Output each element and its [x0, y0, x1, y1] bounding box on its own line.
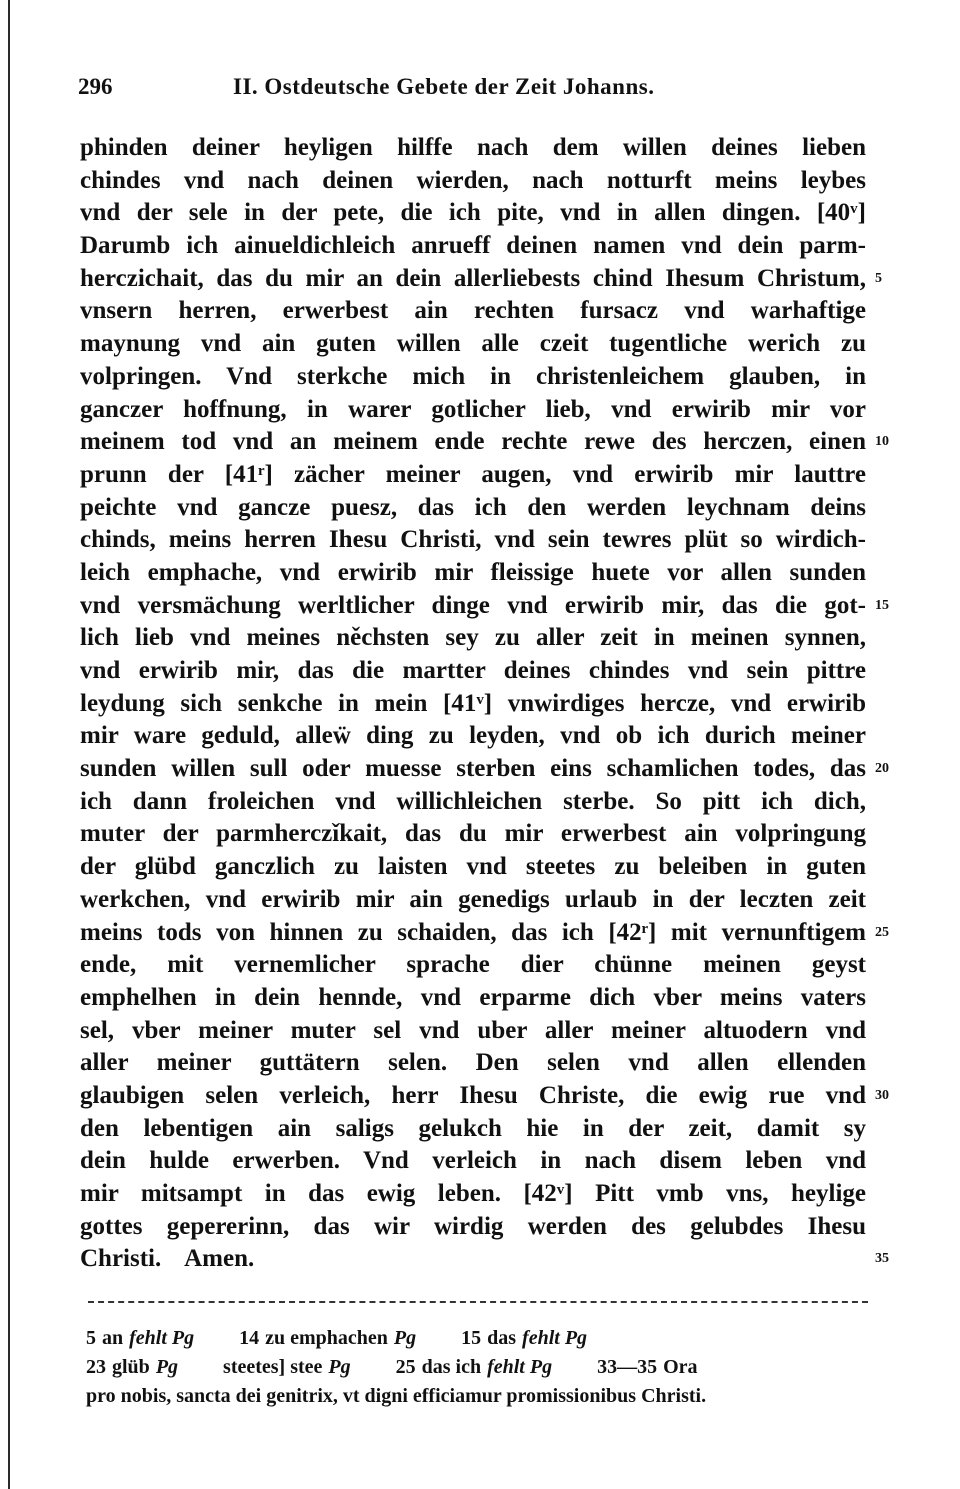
text-line: der glübd ganczlich zu laisten vnd steetes zu beleiben in guten	[80, 853, 866, 881]
text-line: sel, vber meiner muter sel vnd uber aller meiner altuodern vnd	[80, 1016, 866, 1044]
footnote-line	[86, 1324, 868, 1353]
footnote-lemma: steetes] stee	[223, 1356, 323, 1378]
footnote-lemma: zu emphachen	[265, 1327, 388, 1349]
text-line: Darumb ich ainueldichleich anrueff deinen namen vnd dein parm-	[80, 232, 866, 260]
footnote-line-ref: 33—35	[597, 1356, 658, 1378]
footnote-note: Pg	[155, 1356, 179, 1378]
line-text: meins tods von hinnen zu schaiden, das ich [42ʳ] mit vernunftigem	[80, 918, 866, 946]
text-line: maynung vnd ain guten willen alle czeit tugentliche werich zu	[80, 330, 866, 358]
text-line-25	[80, 917, 889, 950]
footnote-entry	[239, 1324, 416, 1353]
footnote-note: Pg	[393, 1327, 417, 1349]
text-line: leydung sich senkche in mein [41ᵛ] vnwirdiges hercze, vnd erwirib	[80, 689, 866, 717]
text-line-15	[80, 590, 889, 623]
text-line: chindes vnd nach deinen wierden, nach notturft meins leybes	[80, 166, 866, 194]
footnote-line	[86, 1353, 868, 1382]
line-text: glaubigen selen verleich, herr Ihesu Christe, die ewig rue vnd	[80, 1081, 866, 1109]
text-line: leich emphache, vnd erwirib mir fleissige huete vor allen sunden	[80, 558, 866, 586]
text-line: ende, mit vernemlicher sprache dier chünne meinen geyst	[80, 951, 866, 979]
text-line: ganczer hoffnung, in warer gotlicher lieb, vnd erwirib mir vor	[80, 395, 866, 423]
footnote-lemma: an	[102, 1327, 124, 1349]
line-number: 20	[875, 761, 889, 777]
footnote-note: fehlt Pg	[129, 1327, 195, 1349]
line-number: 35	[875, 1251, 889, 1267]
text-line: prunn der [41ʳ] zächer meiner augen, vnd erwirib mir lauttre	[80, 460, 866, 488]
text-line: den lebentigen ain saligs gelukch hie in der zeit, damit sy	[80, 1114, 866, 1142]
line-text: meinem tod vnd an meinem ende rechte rewe des herczen, einen	[80, 428, 866, 456]
text-line: vnd erwirib mir, das die martter deines chindes vnd sein pittre	[80, 657, 866, 684]
footnote-lemma: das	[487, 1327, 517, 1349]
line-number: 15	[875, 597, 889, 613]
footnote-note: fehlt Pg	[522, 1327, 588, 1349]
text-line-30	[80, 1080, 889, 1113]
text-line-5	[80, 263, 882, 296]
text-line: vnsern herren, erwerbest ain rechten fursacz vnd warhaftige	[80, 297, 866, 325]
footnote-entry	[86, 1324, 194, 1353]
footnote-line-ref: 5	[86, 1327, 96, 1349]
text-line: peichte vnd gancze puesz, das ich den werden leychnam deins	[80, 493, 866, 521]
page-header	[78, 74, 878, 110]
footnote-line-ref: 14	[239, 1327, 260, 1349]
page-number: 296	[78, 74, 113, 99]
text-line: chinds, meins herren Ihesu Christi, vnd sein tewres plüt so wirdich-	[80, 526, 866, 554]
footnote-entry	[597, 1353, 697, 1382]
footnote-lemma: Ora	[663, 1356, 698, 1378]
footnote-note: Pg	[328, 1356, 351, 1378]
footnote-line-ref: 15	[461, 1327, 482, 1349]
line-text: sunden willen sull oder muesse sterben eins schamlichen todes, das	[80, 755, 866, 783]
line-number: 25	[875, 924, 889, 940]
text-line: emphelhen in dein hennde, vnd erparme dich vber meins vaters	[80, 983, 866, 1011]
text-line-35	[80, 1243, 889, 1276]
footnote-entry	[223, 1353, 351, 1382]
line-text: herczichait, das du mir an dein allerliebests chind Ihesum Christum,	[80, 264, 866, 292]
text-line: lich lieb vnd meines něchsten sey zu aller zeit in meinen synnen,	[80, 624, 866, 652]
footnote-entry	[461, 1324, 587, 1353]
footnote-separator	[88, 1301, 868, 1303]
footnote-note: fehlt Pg	[487, 1356, 553, 1378]
text-line: mir ware geduld, alleẅ ding zu leyden, vnd ob ich durich meiner	[80, 722, 866, 750]
footnote-entry	[86, 1353, 178, 1382]
footnote-line-ref: 25	[395, 1356, 416, 1378]
text-line: volpringen. Vnd sterkche mich in christenleichem glauben, in	[80, 362, 866, 390]
footnote-entry	[396, 1353, 552, 1382]
line-number: 10	[875, 434, 889, 450]
text-line: mir mitsampt in das ewig leben. [42ᵛ] Pitt vmb vns, heylige	[80, 1180, 866, 1207]
text-line: phinden deiner heyligen hilffe nach dem willen deines lieben	[80, 134, 866, 161]
critical-apparatus	[86, 1324, 868, 1411]
line-text: Christi. Amen.	[80, 1245, 255, 1273]
prayer-text	[80, 132, 889, 1276]
text-line-10	[80, 426, 889, 459]
page-edge-rule	[8, 0, 10, 1489]
text-line: muter der parmherczǐkait, das du mir erwerbest ain volpringung	[80, 820, 866, 848]
text-line: vnd der sele in der pete, die ich pite, vnd in allen dingen. [40ᵛ]	[80, 199, 866, 227]
line-number: 30	[875, 1087, 889, 1103]
footnote-continuation: pro nobis, sancta dei genitrix, vt digni efficiamur promissionibus Christi.	[86, 1385, 707, 1407]
line-text: vnd versmächung werltlicher dinge vnd erwirib mir, das die got-	[80, 591, 866, 619]
text-line: dein hulde erwerben. Vnd verleich in nach disem leben vnd	[80, 1147, 866, 1175]
footnote-lemma: glüb	[112, 1356, 150, 1378]
footnote-line-ref: 23	[86, 1356, 106, 1378]
text-line-20	[80, 753, 889, 786]
line-number: 5	[875, 270, 882, 286]
running-title: II. Ostdeutsche Gebete der Zeit Johanns.	[233, 74, 655, 99]
text-line: ich dann froleichen vnd willichleichen sterbe. So pitt ich dich,	[80, 787, 866, 815]
text-line: gottes gepererinn, das wir wirdig werden des gelubdes Ihesu	[80, 1212, 866, 1240]
footnote-lemma: das ich	[421, 1356, 482, 1378]
text-line: werkchen, vnd erwirib mir ain genedigs urlaub in der leczten zeit	[80, 885, 866, 913]
text-line: aller meiner guttätern selen. Den selen vnd allen ellenden	[80, 1049, 866, 1077]
